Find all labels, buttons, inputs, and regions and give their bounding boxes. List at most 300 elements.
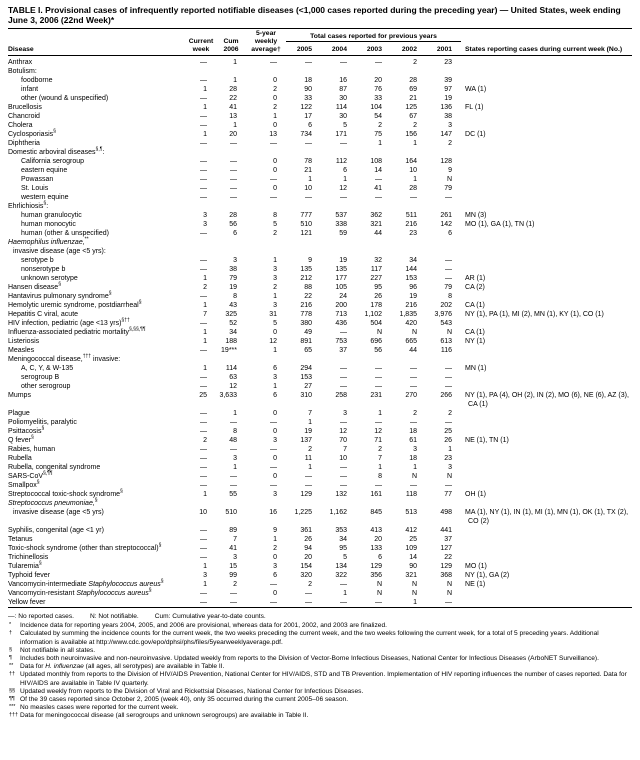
disease-row [8, 427, 632, 436]
disease-label: Cholera [8, 122, 33, 129]
year-2004-value: 258 [335, 392, 347, 399]
states-value [461, 292, 632, 301]
disease-label: Cyclosporiasis§ [8, 128, 56, 138]
five-year-avg-value: 2 [273, 230, 277, 237]
year-2004-value: 713 [335, 311, 347, 318]
five-year-avg-value: 3 [273, 437, 277, 444]
cum-2006-value: — [230, 419, 237, 426]
current-week-value: — [200, 77, 207, 84]
five-year-avg-value: 1 [273, 536, 277, 543]
year-2004-value: — [340, 383, 347, 390]
disease-row [8, 121, 632, 130]
disease-label: Streptococcal toxic-shock syndrome§ [8, 488, 123, 498]
year-2003-value: 20 [374, 536, 382, 543]
year-2003-value [356, 355, 391, 364]
current-week-value: — [200, 527, 207, 534]
year-2002-value: 34 [409, 257, 417, 264]
disease-row [8, 454, 632, 463]
year-2002-value: — [410, 383, 417, 390]
year-2001-value: — [445, 482, 453, 489]
states-value: MA (1), NY (1), IN (1), MI (1), MN (1), OK (1), TX (2), CO (2) [465, 509, 629, 525]
year-2004-value: — [340, 329, 347, 336]
five-year-avg-value [246, 67, 286, 76]
year-2004-value: — [340, 59, 347, 66]
states-value [461, 373, 632, 382]
year-2003-value: 44 [374, 230, 382, 237]
year-2005-value: 320 [300, 572, 312, 579]
cum-2006-value: 28 [229, 86, 237, 93]
year-2005-value: 9 [308, 257, 312, 264]
disease-row [8, 535, 632, 544]
year-2002-value: 118 [405, 491, 417, 498]
current-week-value [186, 355, 216, 364]
states-value [461, 121, 632, 130]
year-2003-value: 1 [378, 410, 382, 417]
year-2004-value: 7 [343, 446, 347, 453]
year-2003-value: 2 [378, 446, 382, 453]
footnote: ††† Data for meningococcal disease (all serogroups and unknown serogroups) are available in Table II. [9, 712, 309, 720]
year-2004-value: 34 [339, 536, 347, 543]
current-week-value: 1 [203, 302, 207, 309]
disease-row [8, 211, 632, 220]
five-year-avg-value: — [270, 464, 277, 471]
disease-label: Tularemia§ [8, 560, 42, 570]
disease-label: Listeriosis [8, 338, 40, 345]
states-value [461, 256, 632, 265]
year-2001-value: — [445, 275, 453, 282]
year-2001-value: 79 [444, 185, 453, 192]
year-2005-value [286, 202, 321, 211]
states-value [461, 319, 632, 328]
year-2005-value: 380 [300, 320, 312, 327]
year-2001-value: 142 [440, 221, 453, 228]
five-year-avg-value: 0 [273, 329, 277, 336]
category-row [8, 67, 632, 76]
five-year-avg-value: — [270, 59, 277, 66]
year-2002-value: N [411, 329, 417, 336]
year-2003-value: 6 [378, 554, 382, 561]
disease-row [8, 56, 632, 68]
year-2004-value: 6 [343, 167, 347, 174]
states-value: MO (1), GA (1), TN (1) [465, 221, 535, 228]
current-week-value: 3 [203, 221, 207, 228]
year-2004-value: — [340, 473, 347, 480]
year-2003-value: — [375, 419, 382, 426]
five-year-avg-value: 31 [269, 311, 277, 318]
year-2003-value: 75 [374, 131, 382, 138]
year-2003-value [356, 499, 391, 508]
year-2001-value: N [446, 176, 453, 183]
year-2003-value: 2 [378, 122, 382, 129]
states-value: NY (1), PA (4), OH (2), IN (2), MO (6), NE (6), AZ (3), CA (1) [465, 392, 629, 408]
year-2004-value: — [340, 419, 347, 426]
year-2005-value: 212 [300, 275, 312, 282]
disease-label: Syphilis, congenital (age <1 yr) [8, 527, 104, 534]
cum-2006-value: 63 [229, 374, 237, 381]
year-2002-value: 1,835 [399, 311, 417, 318]
states-value [461, 589, 632, 598]
disease-label: human granulocytic [21, 212, 82, 219]
footnote-marker: ††† [9, 712, 18, 719]
year-2003-value: 33 [374, 95, 382, 102]
year-2005-value: — [305, 482, 312, 489]
current-week-value: — [200, 59, 207, 66]
year-2005-value: 2 [308, 446, 312, 453]
year-2002-value: 28 [409, 77, 417, 84]
disease-row [8, 562, 632, 571]
states-value: CA (1) [465, 302, 485, 309]
current-week-value: 2 [203, 437, 207, 444]
year-2002-value: 2 [413, 122, 417, 129]
year-2004-value: 12 [339, 428, 347, 435]
year-2001-value: 37 [444, 536, 453, 543]
year-2004-value: 5 [343, 122, 347, 129]
current-week-value: — [200, 347, 207, 354]
year-2003-value [356, 67, 391, 76]
current-week-value: — [200, 473, 207, 480]
cum-2006-value [216, 202, 246, 211]
five-year-avg-value: 0 [273, 167, 277, 174]
year-2005-value: — [305, 473, 312, 480]
disease-row [8, 157, 632, 166]
year-2004-value: 171 [335, 131, 347, 138]
year-2004-value: — [340, 194, 347, 201]
footnote-marker: ** [9, 663, 14, 670]
year-2005-value [286, 355, 321, 364]
year-2003-value [356, 238, 391, 247]
disease-label: serotype b [21, 257, 54, 264]
cum-2006-value: 13 [229, 113, 237, 120]
year-2002-value: — [410, 194, 417, 201]
current-week-value: 1 [203, 131, 207, 138]
five-year-avg-value: 6 [273, 572, 277, 579]
year-2003-value: 76 [374, 86, 382, 93]
year-2003-value: 8 [378, 473, 382, 480]
year-2005-value: 49 [304, 329, 312, 336]
footnote-marker: § [9, 646, 12, 653]
disease-label: Ehrlichiosis§: [8, 200, 49, 210]
year-2002-value: 1 [413, 140, 417, 147]
year-2003-value: 178 [370, 302, 382, 309]
cum-2006-value [216, 148, 246, 157]
five-year-avg-value: 6 [273, 392, 277, 399]
current-week-value [186, 238, 216, 247]
five-year-avg-value: — [270, 194, 277, 201]
year-2004-value: 70 [339, 437, 347, 444]
year-2003-value: 12 [374, 428, 382, 435]
cum-2006-value: 188 [225, 338, 237, 345]
states-value: DC (1) [465, 131, 486, 138]
year-2001-value: N [446, 329, 453, 336]
disease-row [8, 301, 632, 310]
year-2002-value: 109 [405, 545, 417, 552]
states-value [461, 56, 632, 68]
year-2005-value: 18 [304, 77, 312, 84]
year-2005-value: 2 [308, 581, 312, 588]
year-2001-value: N [446, 473, 453, 480]
year-2005-value: 94 [304, 545, 312, 552]
year-2005-value: 27 [304, 383, 312, 390]
disease-row [8, 166, 632, 175]
disease-label: Rubella [8, 455, 32, 462]
disease-row [8, 580, 632, 589]
year-2003-value: — [375, 599, 382, 606]
states-value [461, 382, 632, 391]
year-2002-value: 21 [409, 95, 417, 102]
year-2004-value: 10 [339, 455, 347, 462]
states-value: NE (1), TN (1) [465, 437, 509, 444]
disease-row [8, 175, 632, 184]
year-2001-value: — [445, 257, 453, 264]
disease-row [8, 319, 632, 328]
year-2005-value: 310 [300, 392, 312, 399]
year-2002-value [391, 148, 426, 157]
states-value [461, 418, 632, 427]
year-2004-value: 1 [343, 176, 347, 183]
year-2003-value: 56 [374, 347, 382, 354]
states-value [461, 481, 632, 490]
year-2003-value: — [375, 59, 382, 66]
legend-not-notifiable: N: Not notifiable. [89, 613, 139, 620]
year-2001-value: 39 [444, 77, 453, 84]
cum-2006-value: 15 [229, 563, 237, 570]
states-value [461, 598, 632, 608]
year-2001-value: — [445, 383, 453, 390]
current-week-value: — [200, 590, 207, 597]
five-year-avg-value: — [270, 176, 277, 183]
year-2004-value: 19 [339, 257, 347, 264]
disease-row [8, 598, 632, 608]
year-2003-value: 321 [370, 221, 382, 228]
year-2005-value: 20 [304, 554, 312, 561]
cum-2006-value: 3,633 [219, 392, 237, 399]
year-2003-value [356, 202, 391, 211]
year-2002-value: 511 [405, 212, 417, 219]
year-2001-value: 266 [440, 392, 453, 399]
states-value [461, 544, 632, 553]
year-2002-value: 412 [405, 527, 417, 534]
states-value: MO (1) [465, 563, 487, 570]
disease-label: Streptococcus pneumoniae,§ [8, 497, 98, 507]
year-2005-value: 1 [308, 419, 312, 426]
disease-label: other serogroup [21, 383, 71, 390]
year-2005-value: — [305, 140, 312, 147]
current-week-value: 1 [203, 581, 207, 588]
disease-row [8, 337, 632, 346]
year-2003-value: 20 [374, 77, 382, 84]
footnote-marker: † [9, 630, 12, 637]
year-2003-value: 14 [374, 167, 382, 174]
year-2002-value: N [411, 581, 417, 588]
cum-2006-value: 3 [233, 554, 237, 561]
states-value [461, 526, 632, 535]
year-2003-value: 696 [370, 338, 382, 345]
five-year-avg-value: 1 [273, 293, 277, 300]
five-year-avg-value: 3 [273, 266, 277, 273]
five-year-avg-value: 0 [273, 77, 277, 84]
category-row [8, 238, 632, 247]
five-year-avg-value: 2 [273, 545, 277, 552]
year-2004-value: 1,162 [329, 509, 347, 516]
year-2005-value: — [305, 599, 312, 606]
current-week-value: 1 [203, 275, 207, 282]
five-year-avg-value: 0 [273, 428, 277, 435]
year-2001-value: 23 [444, 59, 453, 66]
year-2004-value: 30 [339, 95, 347, 102]
column-header-year-2001: 2001 [436, 46, 453, 53]
footnote-marker: *** [9, 704, 16, 711]
states-value: WA (1) [465, 86, 487, 93]
five-year-avg-value: 5 [273, 320, 277, 327]
disease-row [8, 445, 632, 454]
year-2002-value: 69 [409, 86, 417, 93]
year-2002-value: 270 [405, 392, 417, 399]
disease-label: Chancroid [8, 113, 40, 120]
year-2001-value [426, 355, 461, 364]
disease-label: Psittacosis§ [8, 425, 45, 435]
year-2002-value: 14 [409, 554, 417, 561]
disease-row [8, 310, 632, 319]
table-title: TABLE I. Provisional cases of infrequently reported notifiable diseases (<1,000 cases reported during the preceding year) — United States, week ending June 3, 2006 (22nd Week)* [8, 5, 621, 25]
year-2001-value [426, 148, 461, 157]
year-2005-value: 90 [304, 86, 312, 93]
current-week-value: — [200, 266, 207, 273]
year-2005-value: 78 [304, 158, 312, 165]
year-2001-value: 129 [440, 563, 453, 570]
disease-label: Hepatitis C viral, acute [8, 311, 79, 318]
cum-2006-value: — [230, 176, 237, 183]
year-2001-value [426, 202, 461, 211]
year-2004-value: — [340, 599, 347, 606]
disease-row [8, 256, 632, 265]
disease-label: other (wound & unspecified) [21, 95, 109, 102]
year-2005-value: 891 [300, 338, 312, 345]
five-year-avg-value: 3 [273, 302, 277, 309]
disease-label: SARS-CoV§,¶¶ [8, 470, 53, 480]
year-2003-value [356, 148, 391, 157]
current-week-value: — [200, 374, 207, 381]
disease-label: eastern equine [21, 167, 68, 174]
category-row [8, 499, 632, 508]
year-2004-value: 112 [335, 158, 347, 165]
states-value [461, 355, 632, 364]
disease-label: Hemolytic uremic syndrome, postdiarrheal§ [8, 299, 142, 309]
year-2003-value: N [376, 590, 382, 597]
year-2002-value: 18 [409, 428, 417, 435]
footnote: §§ Updated weekly from reports to the Division of Viral and Rickettsial Diseases, National Center for Infectious Diseases. [9, 687, 364, 695]
year-2004-value: 132 [335, 491, 347, 498]
year-2001-value: — [445, 374, 453, 381]
current-week-value: 1 [203, 86, 207, 93]
year-2002-value: 420 [405, 320, 417, 327]
cum-2006-value: 56 [229, 221, 237, 228]
five-year-avg-value: 0 [273, 122, 277, 129]
year-2005-value: 1 [308, 176, 312, 183]
disease-label: Domestic arboviral diseases§,¶: [8, 146, 105, 156]
footnotes-list [8, 622, 632, 720]
year-2003-value: 32 [374, 257, 382, 264]
year-2004-value: 16 [339, 77, 347, 84]
year-2001-value: 2 [448, 140, 453, 147]
current-week-value: — [200, 176, 207, 183]
disease-label: foodborne [21, 77, 53, 84]
year-2005-value: 510 [300, 221, 312, 228]
cum-2006-value: 79 [229, 275, 237, 282]
disease-label: Haemophilus influenzae,** [8, 236, 89, 246]
five-year-avg-value: 0 [273, 158, 277, 165]
year-2004-value [321, 67, 356, 76]
cum-2006-value: 7 [233, 536, 237, 543]
year-2005-value: 129 [300, 491, 312, 498]
year-2005-value: 21 [304, 167, 312, 174]
cum-2006-value [216, 247, 246, 256]
states-value [461, 112, 632, 121]
five-year-avg-value: 0 [273, 455, 277, 462]
cum-2006-value: 41 [229, 104, 237, 111]
cum-2006-value: 2 [233, 581, 237, 588]
disease-label: Plague [8, 410, 30, 417]
year-2005-value [286, 247, 321, 256]
year-2001-value: 25 [444, 428, 453, 435]
current-week-value: — [200, 464, 207, 471]
year-2002-value: 156 [405, 131, 417, 138]
current-week-value: 2 [203, 284, 207, 291]
footnotes-section [8, 611, 632, 721]
column-header-cum-2006: Cum 2006 [223, 38, 239, 53]
year-2004-value [321, 202, 356, 211]
states-value [461, 193, 632, 202]
year-2004-value: 105 [335, 284, 347, 291]
states-value [461, 76, 632, 85]
disease-row [8, 391, 632, 409]
five-year-avg-value: 0 [273, 473, 277, 480]
year-2005-value [286, 238, 321, 247]
cum-2006-value: — [230, 446, 237, 453]
disease-row [8, 112, 632, 121]
year-2003-value: — [375, 365, 382, 372]
year-2001-value: 3 [448, 122, 453, 129]
year-2005-value: 17 [304, 113, 312, 120]
five-year-avg-value: 1 [273, 383, 277, 390]
states-value: CA (1) [465, 329, 485, 336]
year-2001-value: 147 [440, 131, 453, 138]
year-2003-value: N [376, 329, 382, 336]
cum-2006-value [216, 499, 246, 508]
year-2003-value: 54 [374, 113, 382, 120]
disease-label: Tetanus [8, 536, 33, 543]
disease-row [8, 364, 632, 373]
five-year-avg-value: 16 [269, 509, 277, 516]
column-header-year-2003: 2003 [366, 46, 382, 53]
states-value [461, 157, 632, 166]
current-week-value [186, 148, 216, 157]
disease-label: Typhoid fever [8, 572, 51, 579]
five-year-avg-value: 12 [269, 338, 277, 345]
current-week-value: — [200, 158, 207, 165]
disease-row [8, 463, 632, 472]
year-2003-value: — [375, 482, 382, 489]
states-value [461, 445, 632, 454]
five-year-avg-value: 0 [273, 554, 277, 561]
year-2001-value: — [445, 599, 453, 606]
year-2004-value: 87 [339, 86, 347, 93]
cum-2006-value: 48 [229, 437, 237, 444]
current-week-value: — [200, 536, 207, 543]
year-2002-value: 144 [405, 266, 417, 273]
disease-row [8, 589, 632, 598]
year-2001-value: 441 [440, 527, 453, 534]
current-week-value: 10 [199, 509, 207, 516]
